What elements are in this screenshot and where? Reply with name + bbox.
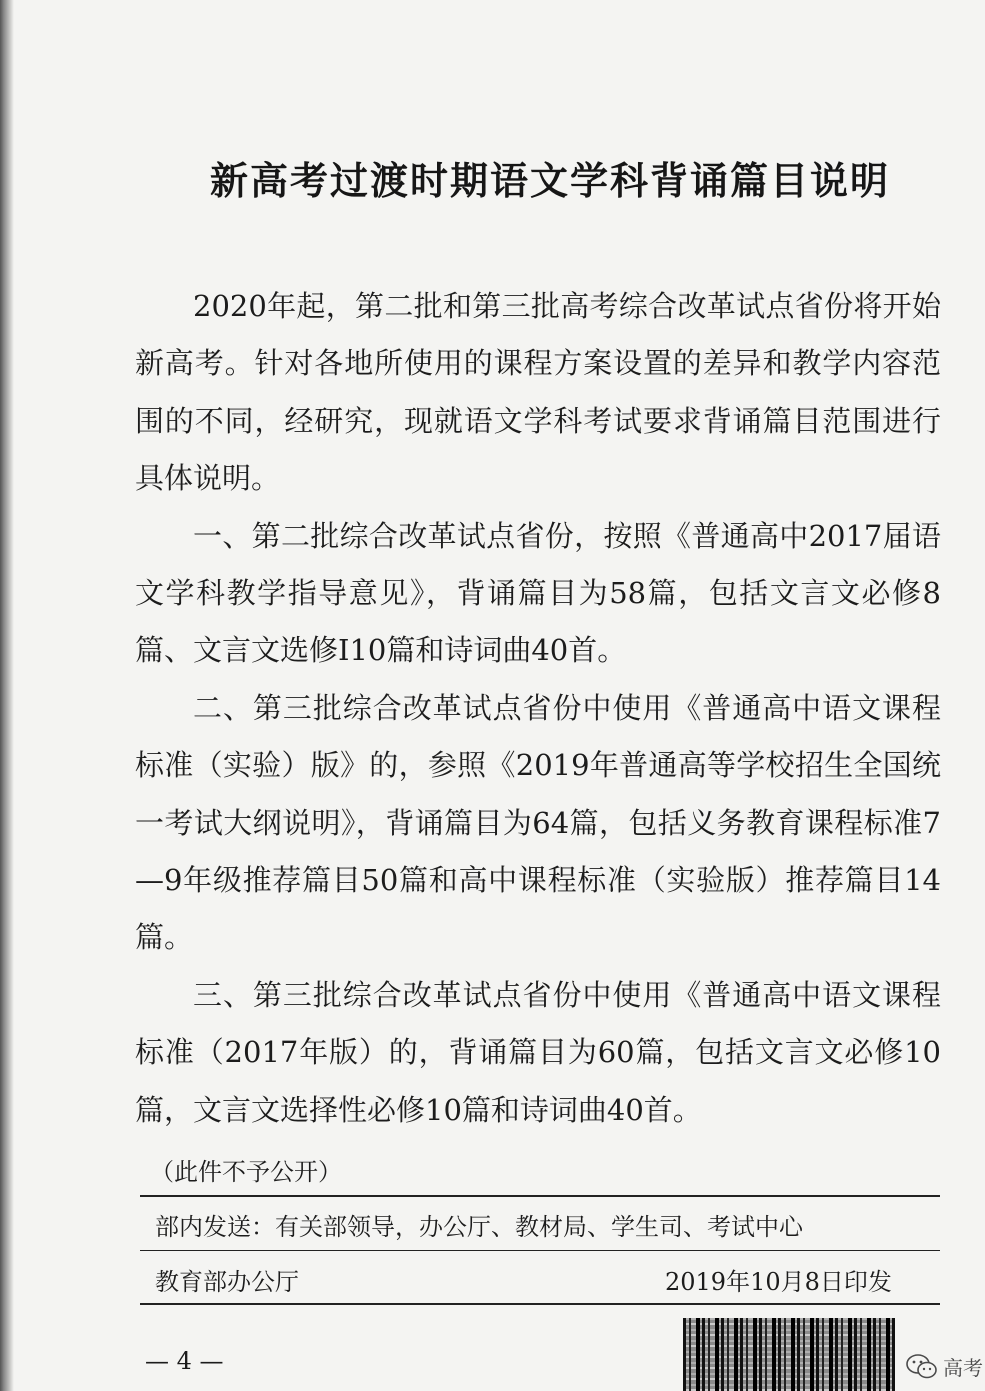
watermark-text: 高考 <box>943 1356 983 1380</box>
footer-rule-top <box>140 1195 940 1197</box>
barcode-image <box>683 1318 895 1391</box>
body-paragraph-intro: 2020年起，第二批和第三批高考综合改革试点省份将开始新高考。针对各地所使用的课程方案设置的差异和教学内容范围的不同，经研究，现就语文学科考试要求背诵篇目范围进行具体说明。 <box>135 289 941 496</box>
distribution-list: 部内发送：有关部领导，办公厅、教材局、学生司、考试中心 <box>155 1213 803 1241</box>
body-paragraph-item-2: 二、第三批综合改革试点省份中使用《普通高中语文课程标准（实验）版》的，参照《2019年普通高等学校招生全国统一考试大纲说明》，背诵篇目为64篇，包括义务教育课程标准7—9年级推荐篇目50篇和高中课程标准（实验版）推荐篇目14篇。 <box>135 690 941 955</box>
document-title: 新高考过渡时期语文学科背诵篇目说明 <box>209 158 890 203</box>
footer-rule-middle <box>140 1250 940 1251</box>
page-number: — 4 — <box>145 1347 224 1375</box>
page-edge-shadow <box>0 0 14 1391</box>
footer-rule-bottom <box>140 1303 940 1305</box>
body-paragraph-item-1: 一、第二批综合改革试点省份，按照《普通高中2017届语文学科教学指导意见》，背诵篇目为58篇，包括文言文必修8篇、文言文选修I10篇和诗词曲40首。 <box>135 518 941 668</box>
body-paragraph-item-3: 三、第三批综合改革试点省份中使用《普通高中语文课程标准（2017年版）的，背诵篇目为60篇，包括文言文必修10篇，文言文选择性必修10篇和诗词曲40首。 <box>135 977 941 1127</box>
wechat-icon <box>906 1354 938 1380</box>
document-body <box>135 278 941 1139</box>
issue-date: 2019年10月8日印发 <box>665 1268 892 1296</box>
confidentiality-notice: （此件不予公开） <box>150 1158 342 1186</box>
issuing-office: 教育部办公厅 <box>155 1268 299 1296</box>
wechat-watermark <box>906 1352 983 1381</box>
